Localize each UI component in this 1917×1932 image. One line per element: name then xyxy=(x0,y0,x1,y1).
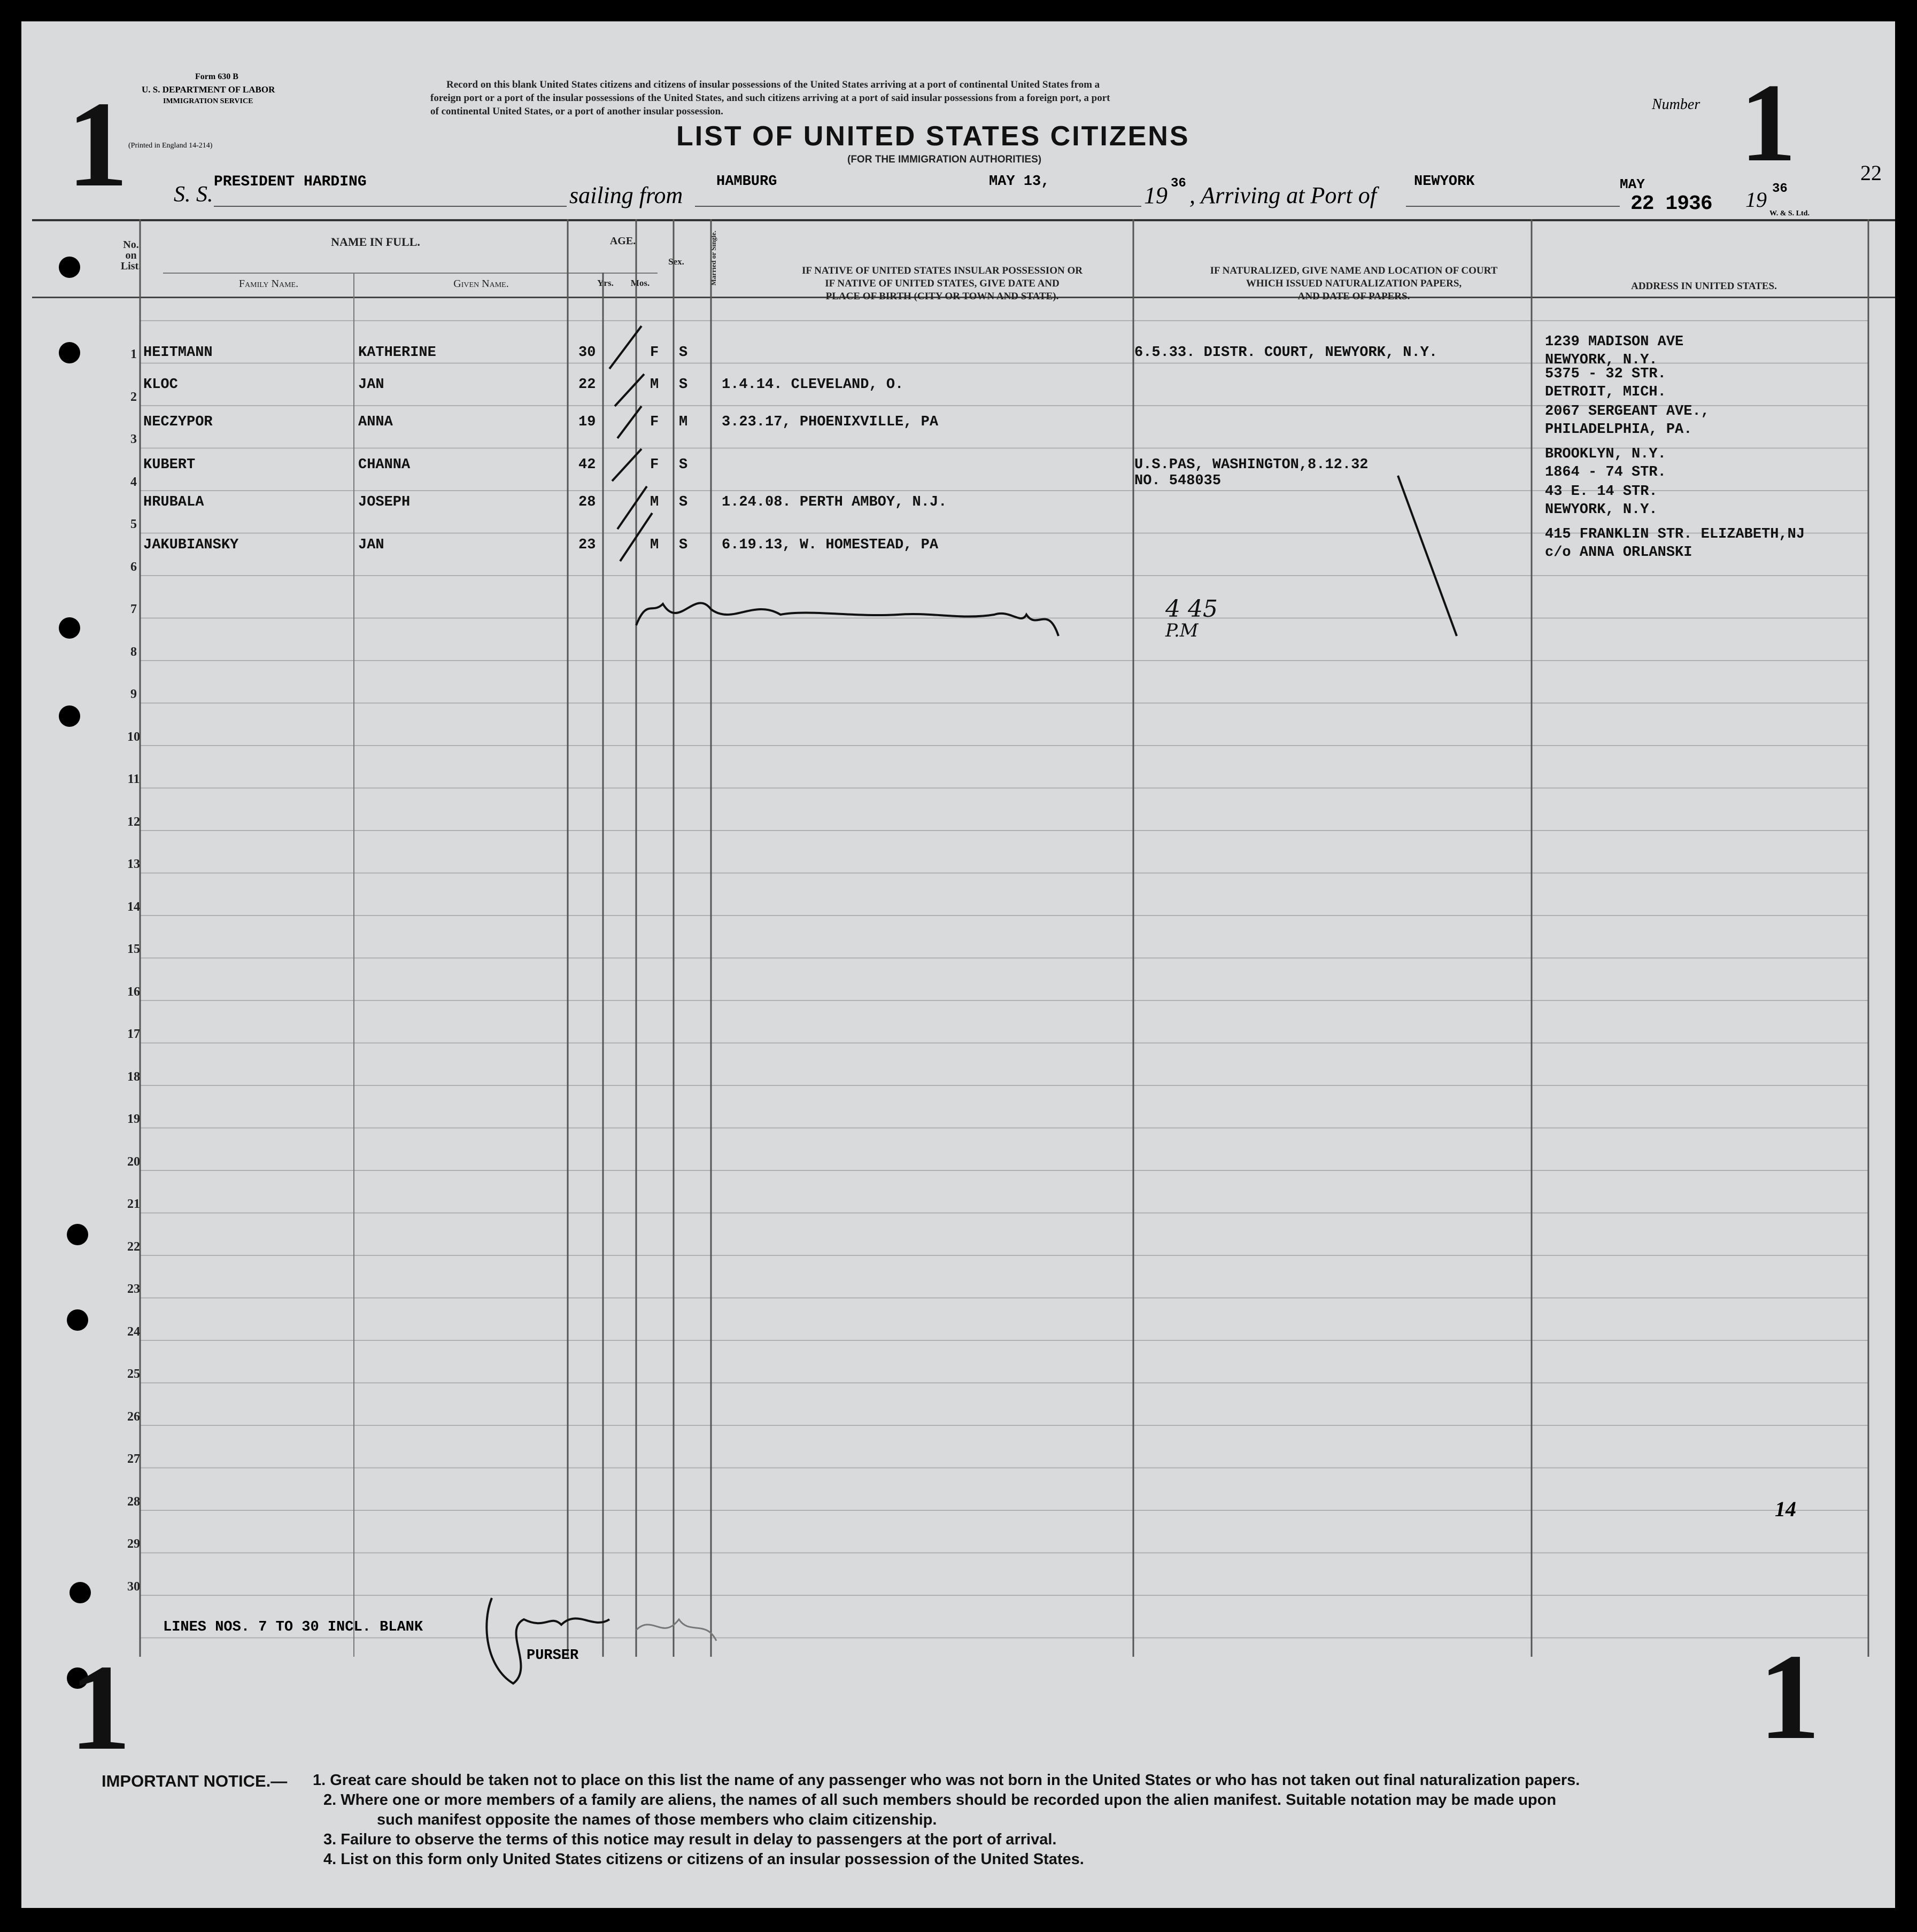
row-number: 24 xyxy=(127,1324,140,1339)
row-birth: 3.23.17, PHOENIXVILLE, PA xyxy=(722,414,939,430)
row-address: 2067 SERGEANT AVE., xyxy=(1545,404,1710,420)
printer-mark: W. & S. Ltd. xyxy=(1769,210,1810,218)
header-family-name: Family Name. xyxy=(238,278,299,290)
row-age: 23 xyxy=(578,537,596,553)
row-number: 8 xyxy=(130,645,137,659)
row-number: 11 xyxy=(127,772,140,786)
time-note: 4 45 P.M xyxy=(1165,595,1218,641)
row-number: 25 xyxy=(127,1367,140,1381)
row-ms: M xyxy=(679,414,688,430)
punch-hole xyxy=(67,1309,88,1331)
row-naturalized: U.S.PAS, WASHINGTON,8.12.32 xyxy=(1134,457,1369,473)
row-address-line-2: NEWYORK, N.Y. xyxy=(1545,502,1658,518)
row-sex: M xyxy=(650,537,659,553)
row-naturalized-line-2: NO. 548035 xyxy=(1134,473,1222,489)
row-number: 12 xyxy=(127,814,140,829)
ss-label: S. S. xyxy=(174,182,213,207)
row-number: 10 xyxy=(127,730,140,744)
notice-title: IMPORTANT NOTICE.— xyxy=(102,1772,288,1790)
row-sex: F xyxy=(650,457,659,473)
year-suffix: 36 xyxy=(1171,176,1186,191)
row-address-line-2: DETROIT, MICH. xyxy=(1545,384,1666,400)
punch-hole xyxy=(59,705,80,727)
row-family: KUBERT xyxy=(143,457,196,473)
handwritten-signature-mid xyxy=(636,603,1058,636)
row-number: 4 xyxy=(130,475,137,489)
row-age: 22 xyxy=(578,377,596,393)
punch-hole xyxy=(59,342,80,363)
header-mos: Mos. xyxy=(630,278,650,288)
row-given: CHANNA xyxy=(358,457,411,473)
row-address: BROOKLYN, N.Y. xyxy=(1545,446,1666,462)
punch-hole xyxy=(59,617,80,639)
header-naturalized: IF NATURALIZED, GIVE NAME AND LOCATION OF COURT WHICH ISSUED NATURALIZATION PAPERS, AND DATE OF PAPERS. xyxy=(1210,265,1498,302)
row-number: 16 xyxy=(127,984,140,999)
corner-number: 22 xyxy=(1860,161,1882,185)
row-age: 30 xyxy=(578,345,596,361)
form-title: LIST OF UNITED STATES CITIZENS xyxy=(676,121,1190,152)
row-ms: S xyxy=(679,377,688,393)
instruction-line-1: Record on this blank United States citizens and citizens of insular possessions of the United States arriving at a port of continental United States from a xyxy=(446,79,1100,90)
row-number: 15 xyxy=(127,942,140,956)
arrival-port: NEWYORK xyxy=(1414,174,1475,190)
header-sex: Sex. xyxy=(668,257,684,267)
header-no: No. on List. xyxy=(120,239,142,272)
row-age: 19 xyxy=(578,414,596,430)
notice-item-2-cont: such manifest opposite the names of those members who claim citizenship. xyxy=(377,1811,937,1828)
number-label: Number xyxy=(1652,96,1700,113)
row-number: 18 xyxy=(127,1069,140,1084)
page-count: 14 xyxy=(1775,1497,1796,1521)
row-number: 20 xyxy=(127,1154,140,1169)
notice-item-3: 3. Failure to observe the terms of this notice may result in delay to passengers at the port of arrival. xyxy=(323,1831,1057,1848)
form-subtitle: (FOR THE IMMIGRATION AUTHORITIES) xyxy=(847,154,1042,165)
purser-label: PURSER xyxy=(527,1648,579,1664)
arriving-label: , Arriving at Port of xyxy=(1189,182,1377,208)
row-sex: M xyxy=(650,494,659,510)
number-value: 1 xyxy=(1740,61,1796,185)
row-family: KLOC xyxy=(143,377,178,393)
header-yrs: Yrs. xyxy=(597,278,614,288)
blank-lines-note: LINES NOS. 7 TO 30 INCL. BLANK xyxy=(163,1619,423,1635)
row-ms: S xyxy=(679,494,688,510)
row-given: JAN xyxy=(358,377,384,393)
row-ms: S xyxy=(679,345,688,361)
row-address: 1239 MADISON AVE xyxy=(1545,334,1684,350)
printed-note: (Printed in England 14-214) xyxy=(128,142,213,150)
row-sex: F xyxy=(650,414,659,430)
row-number: 30 xyxy=(127,1579,140,1594)
row-number: 6 xyxy=(130,560,137,574)
row-number: 23 xyxy=(127,1282,140,1296)
instruction-line-3: of continental United States, or a port of another insular possession. xyxy=(430,106,723,117)
row-address-line-2: c/o ANNA ORLANSKI xyxy=(1545,545,1692,561)
header-age: AGE. xyxy=(609,235,636,247)
row-naturalized: 6.5.33. DISTR. COURT, NEWYORK, N.Y. xyxy=(1134,345,1438,361)
row-family: HEITMANN xyxy=(143,345,213,361)
instruction-line-2: foreign port or a port of the insular possessions of the United States, and such citizens arriving at a port of said insular possessions from a foreign port, a port xyxy=(430,92,1110,104)
row-number: 3 xyxy=(130,432,137,446)
row-number: 14 xyxy=(127,899,140,914)
row-given: JOSEPH xyxy=(358,494,411,510)
row-sex: F xyxy=(650,345,659,361)
header-birth: IF NATIVE OF UNITED STATES INSULAR POSSESSION OR IF NATIVE OF UNITED STATES, GIVE DATE AND PLACE OF BIRTH (CITY OR TOWN AND STATE). xyxy=(802,265,1083,302)
row-age: 42 xyxy=(578,457,596,473)
row-ms: S xyxy=(679,537,688,553)
form-number: Form 630 B xyxy=(195,72,238,81)
row-birth: 1.24.08. PERTH AMBOY, N.J. xyxy=(722,494,947,510)
arrival-year-suffix: 36 xyxy=(1772,182,1788,196)
row-address-line-2: NEWYORK, N.Y. xyxy=(1545,352,1658,368)
row-number: 21 xyxy=(127,1197,140,1211)
punch-hole xyxy=(59,257,80,278)
row-sex: M xyxy=(650,377,659,393)
row-number: 19 xyxy=(127,1112,140,1126)
punch-hole xyxy=(67,1224,88,1245)
header-married-single: Married or Single. xyxy=(709,230,717,286)
sheet-number-bottom-right: 1 xyxy=(1759,1628,1820,1765)
row-number: 5 xyxy=(130,517,137,531)
service-label: IMMIGRATION SERVICE xyxy=(163,97,253,105)
purser-signature xyxy=(486,1598,609,1683)
row-number: 7 xyxy=(130,602,137,616)
row-address-line-2: PHILADELPHIA, PA. xyxy=(1545,422,1692,438)
notice-item-2: 2. Where one or more members of a family are aliens, the names of all such members should be recorded upon the alien manifest. Suitable notation may be made upon xyxy=(323,1791,1557,1809)
notice-item-4: 4. List on this form only United States citizens or citizens of an insular possession of the United States. xyxy=(323,1851,1084,1868)
row-address: 415 FRANKLIN STR. ELIZABETH,NJ xyxy=(1545,526,1805,542)
row-family: JAKUBIANSKY xyxy=(143,537,239,553)
row-number: 28 xyxy=(127,1494,140,1509)
row-number: 29 xyxy=(127,1537,140,1551)
ship-name: PRESIDENT HARDING xyxy=(214,174,367,190)
year-prefix: 19 xyxy=(1144,182,1168,208)
row-age: 28 xyxy=(578,494,596,510)
header-given-name: Given Name. xyxy=(453,278,509,290)
punch-hole xyxy=(69,1582,91,1603)
row-number: 27 xyxy=(127,1452,140,1466)
sailing-port: HAMBURG xyxy=(716,174,777,190)
sailing-from-label: sailing from xyxy=(569,182,683,208)
department-label: U. S. DEPARTMENT OF LABOR xyxy=(142,84,275,95)
row-given: KATHERINE xyxy=(358,345,436,361)
row-number: 22 xyxy=(127,1239,140,1254)
row-address: 43 E. 14 STR. xyxy=(1545,484,1658,500)
row-address: 5375 - 32 STR. xyxy=(1545,366,1666,382)
header-address: ADDRESS IN UNITED STATES. xyxy=(1631,281,1777,292)
row-given: JAN xyxy=(358,537,384,553)
row-family: NECZYPOR xyxy=(143,414,213,430)
row-birth: 1.4.14. CLEVELAND, O. xyxy=(722,377,904,393)
row-number: 13 xyxy=(127,857,140,871)
header-name-in-full: NAME IN FULL. xyxy=(331,235,420,249)
row-ms: S xyxy=(679,457,688,473)
row-number: 17 xyxy=(127,1027,140,1041)
notice-item-1: 1. Great care should be taken not to place on this list the name of any passenger who was not born in the United States or who has not taken out final naturalization papers. xyxy=(313,1772,1580,1789)
manifest-page xyxy=(21,21,1895,1908)
row-birth: 6.19.13, W. HOMESTEAD, PA xyxy=(722,537,939,553)
row-number: 9 xyxy=(130,687,137,701)
row-number: 26 xyxy=(127,1409,140,1424)
sheet-number-top-left: 1 xyxy=(67,76,128,212)
row-number: 2 xyxy=(130,390,137,404)
row-family: HRUBALA xyxy=(143,494,204,510)
arrival-year-prefix: 19 xyxy=(1745,188,1767,212)
row-address-line-2: 1864 - 74 STR. xyxy=(1545,464,1666,480)
row-number: 1 xyxy=(130,347,137,361)
row-given: ANNA xyxy=(358,414,393,430)
arrival-stamp-date: 22 1936 xyxy=(1630,192,1712,215)
arrival-stamp-month: MAY xyxy=(1620,176,1645,192)
sail-date: MAY 13, xyxy=(989,174,1050,190)
sheet-number-bottom-left: 1 xyxy=(69,1639,131,1775)
